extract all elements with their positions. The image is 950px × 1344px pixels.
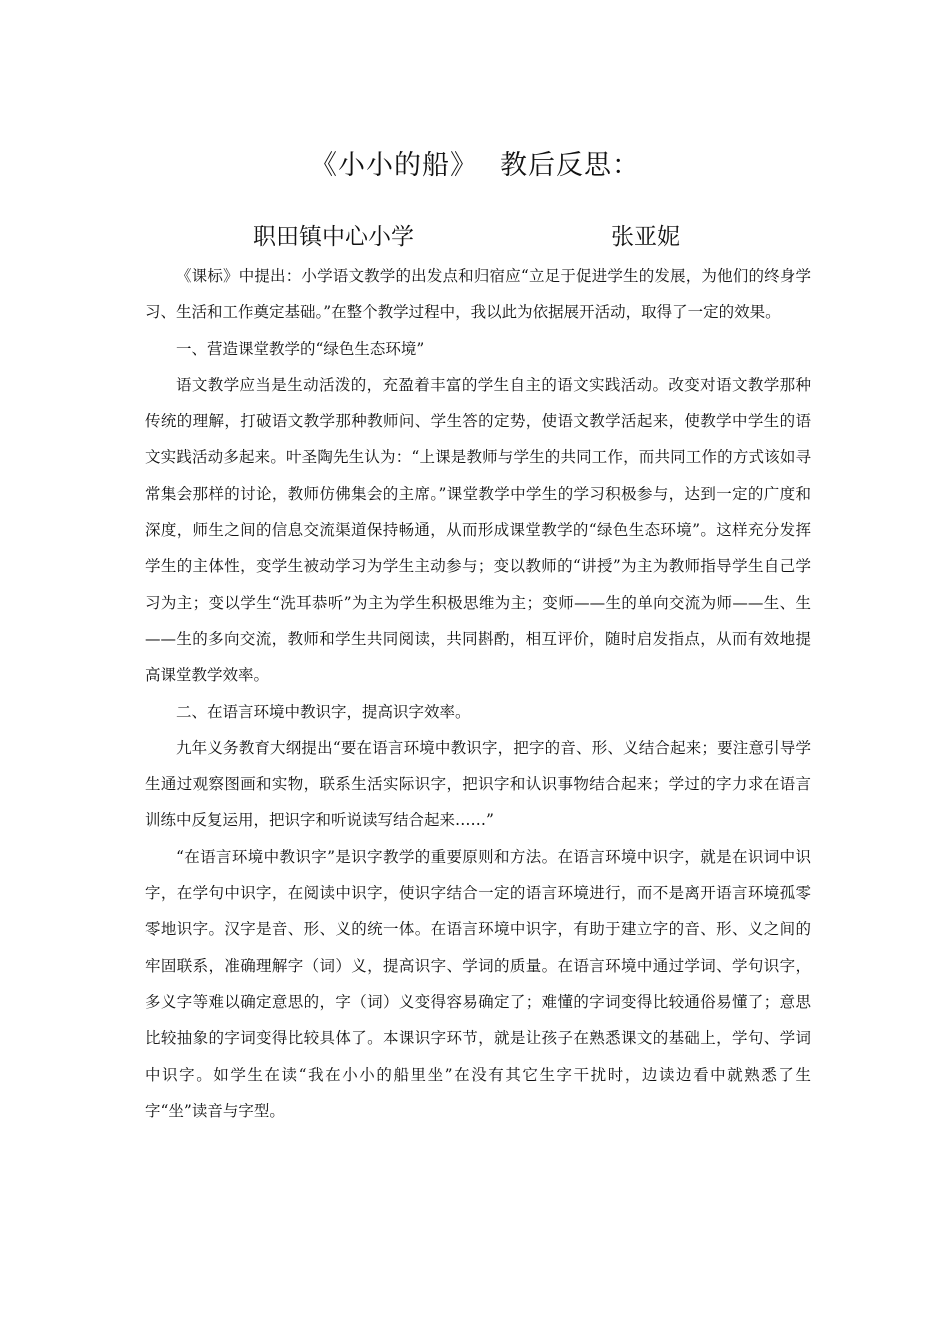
document-body (145, 258, 811, 1129)
paragraph-intro: 《课标》中提出：小学语文教学的出发点和归宿应“立足于促进学生的发展，为他们的终身学习、生活和工作奠定基础。”在整个教学过程中，我以此为依据展开活动，取得了一定的效果。 (145, 267, 811, 322)
title-reflection-label: 教后反思： (500, 150, 640, 181)
section-heading-2: 二、在语言环境中教识字，提高识字效率。 (176, 702, 471, 721)
section-heading-1: 一、营造课堂教学的“绿色生态环境” (176, 339, 425, 358)
author-name: 张亚妮 (611, 224, 680, 250)
paragraph-syllabus-quote: 九年义务教育大纲提出“要在语言环境中教识字，把字的音、形、义结合起来；要注意引导学生通过观察图画和实物，联系生活实际识字，把识字和认识事物结合起来；学过的字力求在语言训练中反复运用，把识字和听说读写结合起来……” (145, 738, 811, 830)
paragraph-section-2: “在语言环境中教识字”是识字教学的重要原则和方法。在语言环境中识字，就是在识词中识字，在学句中识字，在阅读中识字，使识字结合一定的语言环境进行，而不是离开语言环境孤零零地识字。汉字是音、形、义的统一体。在语言环境中识字，有助于建立字的音、形、义之间的牢固联系，准确理解字（词）义，提高识字、学词的质量。在语言环境中通过学词、学句识字，多义字等难以确定意思的，字（词）义变得容易确定了；难懂的字词变得比较通俗易懂了；意思比较抽象的字词变得比较具体了。本课识字环节，就是让孩子在熟悉课文的基础上，学句、学词中识字。如学生在读“我在小小的船里坐”在没有其它生字干扰时，边读边看中就熟悉了生字“坐”读音与字型。 (145, 847, 811, 1120)
title-lesson-name: 《小小的船》 (310, 150, 478, 181)
paragraph-section-1: 语文教学应当是生动活泼的，充盈着丰富的学生自主的语文实践活动。改变对语文教学那种传统的理解，打破语文教学那种教师问、学生答的定势，使语文教学活起来，使教学中学生的语文实践活动多起来。叶圣陶先生认为：“上课是教师与学生的共同工作，而共同工作的方式该如寻常集会那样的讨论，教师仿佛集会的主席。”课堂教学中学生的学习积极参与，达到一定的广度和深度，师生之间的信息交流渠道保持畅通，从而形成课堂教学的“绿色生态环境”。这样充分发挥学生的主体性，变学生被动学习为学生主动参与；变以教师的“讲授”为主为教师指导学生自己学习为主；变以学生“洗耳恭听”为主为学生积极思维为主；变师——生的单向交流为师——生、生——生的多向交流，教师和学生共同阅读，共同斟酌，相互评价，随时启发指点，从而有效地提高课堂教学效率。 (145, 375, 811, 685)
byline (0, 217, 950, 257)
school-name: 职田镇中心小学 (253, 224, 414, 250)
document-title (0, 146, 950, 186)
